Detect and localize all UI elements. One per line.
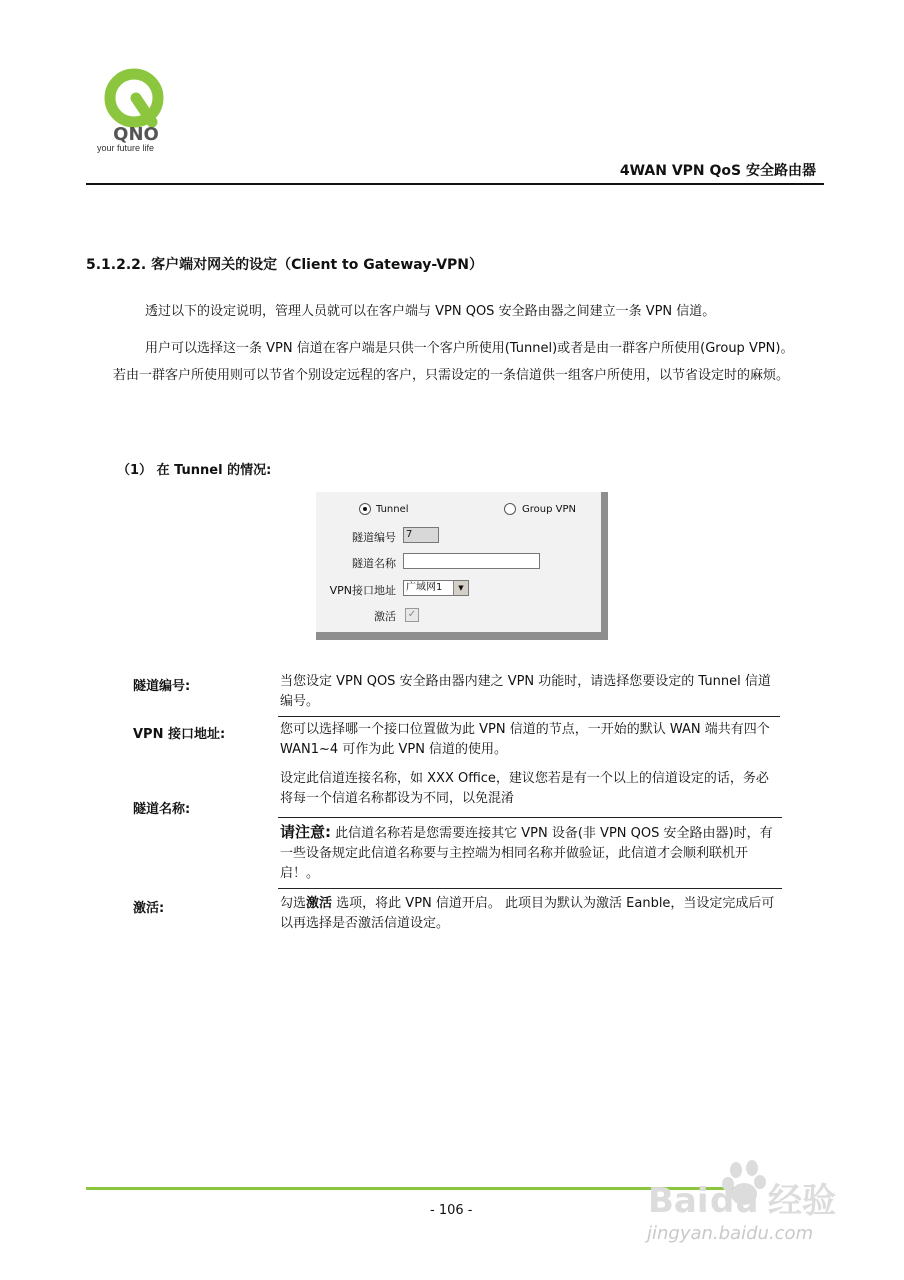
note-text: 此信道名称若是您需要连接其它 VPN 设备(非 VPN QOS 安全路由器)时，有一些设备规定此信道名称要与主控端为相同名称并做验证，此信道才会顺利联机开启！。 bbox=[280, 826, 773, 881]
enable-desc-post: 选项，将此 VPN 信道开启。 此项目为默认为激活 Eanble，当设定完成后可以再选择是否激活信道设定。 bbox=[280, 896, 775, 931]
tunnel-name-label: 隧道名称 bbox=[352, 557, 396, 570]
vpn-settings-screenshot bbox=[316, 492, 608, 640]
vpn-interface-select[interactable] bbox=[403, 580, 469, 596]
tunnel-mode-text: 用户可以选择这一条 VPN 信道在客户端是只供一个客户所使用(Tunnel)或者是由一群客户所使用(Group VPN)。若由一群客户所使用则可以节省个别设定远程的客户，只需设定的一条信道供一组客户所使用，以节省设定时的麻烦。 bbox=[113, 341, 794, 383]
vpn-interface-value: 广域网1 bbox=[406, 582, 443, 593]
desc-vpn-interface: 您可以选择哪一个接口位置做为此 VPN 信道的节点，一开始的默认 WAN 端共有四个 WAN1~4 可作为此 VPN 信道的使用。 bbox=[280, 722, 770, 757]
note-label: 请注意: bbox=[280, 823, 331, 841]
tunnel-number-label: 隧道编号 bbox=[352, 531, 396, 544]
note-box bbox=[278, 817, 782, 889]
watermark-cn: 经验 bbox=[768, 1181, 836, 1221]
header-divider bbox=[86, 183, 824, 185]
vpn-interface-label: VPN接口地址 bbox=[329, 584, 396, 597]
footer-divider bbox=[86, 1187, 746, 1190]
chevron-down-icon[interactable]: ▼ bbox=[453, 581, 468, 595]
baidu-paw-icon bbox=[648, 1160, 858, 1222]
tunnel-number-field[interactable]: 7 bbox=[403, 527, 439, 543]
screenshot-shadow-right bbox=[601, 492, 608, 640]
term-enable: 激活: bbox=[133, 901, 165, 916]
qno-logo-mark bbox=[96, 62, 176, 144]
desc-tunnel-number: 当您设定 VPN QOS 安全路由器内建之 VPN 功能时，请选择您要设定的 Tunnel 信道编号。 bbox=[280, 674, 771, 709]
sub-heading-tunnel: （1） 在 Tunnel 的情况: bbox=[117, 463, 272, 478]
enable-label: 激活 bbox=[374, 610, 396, 623]
enable-desc-pre: 勾选 bbox=[280, 896, 307, 911]
watermark-brand2: du bbox=[710, 1181, 759, 1221]
logo-wordmark: QNO bbox=[113, 124, 159, 144]
term-tunnel-number: 隧道编号: bbox=[133, 679, 191, 694]
page-number: - 106 - bbox=[430, 1203, 473, 1218]
section-heading: 5.1.2.2. 客户端对网关的设定（Client to Gateway-VPN） bbox=[86, 257, 484, 273]
term-tunnel-name: 隧道名称: bbox=[133, 802, 191, 817]
term-vpn-interface: VPN 接口地址: bbox=[133, 727, 226, 742]
desc-enable bbox=[280, 894, 780, 934]
product-title: 4WAN VPN QoS 安全路由器 bbox=[619, 163, 816, 179]
watermark-brand: Bai bbox=[648, 1181, 709, 1221]
tunnel-radio-label: Tunnel bbox=[376, 504, 409, 515]
watermark-site: jingyan.baidu.com bbox=[647, 1223, 814, 1244]
screenshot-shadow-bottom bbox=[316, 632, 608, 640]
tunnel-radio[interactable] bbox=[359, 503, 371, 515]
enable-checkbox[interactable]: ✓ bbox=[405, 608, 419, 622]
tunnel-mode-paragraph bbox=[113, 335, 803, 389]
group-vpn-radio[interactable] bbox=[504, 503, 516, 515]
divider-line bbox=[278, 716, 780, 717]
enable-desc-bold: 激活 bbox=[306, 896, 333, 911]
intro-paragraph: 透过以下的设定说明，管理人员就可以在客户端与 VPN QOS 安全路由器之间建立一条 VPN 信道。 bbox=[145, 304, 716, 319]
logo-tagline: your future life bbox=[97, 143, 155, 153]
desc-tunnel-name: 设定此信道连接名称，如 XXX Office，建议您若是有一个以上的信道设定的话，务必将每一个信道名称都设为不同，以免混淆 bbox=[280, 771, 769, 806]
tunnel-name-input[interactable] bbox=[403, 553, 540, 569]
group-vpn-radio-label: Group VPN bbox=[522, 504, 576, 515]
